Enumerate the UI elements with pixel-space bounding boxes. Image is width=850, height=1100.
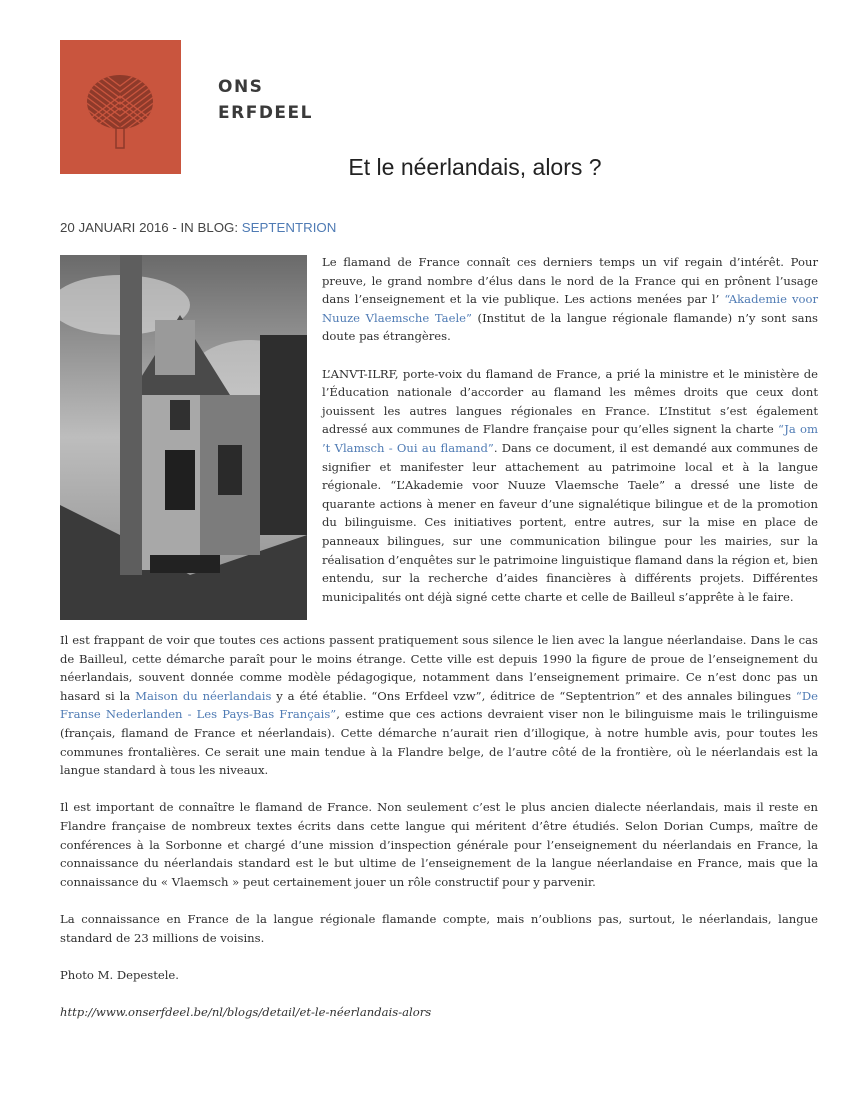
text: (Institut de la langue régionale flamande) n’y sont sans doute pas étrangères. bbox=[322, 310, 818, 344]
paragraph-1 bbox=[322, 253, 818, 346]
text: . Dans ce document, il est demandé aux communes de signifier et manifester leur attachement au patrimoine local et à la langue régionale. “L’Akademie voor Nuuze Vlaemsche Taele” a dressé une liste de quarante actions à mener en faveur d’une signalétique bilingue et de la promotion du bilinguisme. Ces initiatives portent, entre autres, sur la mise en place de panneaux bilingues, sur une communication bilingue pour les mairies, sur la réalisation d’enquêtes sur le patrimoine linguistique flamand dans la région et, bien entendu, sur la recherche d’aides financières à différents projets. Différentes municipalités ont déjà signé cette charte et celle de Bailleul s’apprête à le faire. bbox=[322, 440, 818, 604]
akademie-link[interactable]: “Akademie voor Nuuze Vlaemsche Taele” bbox=[322, 292, 819, 325]
text: , estime que ces actions devraient viser non le bilinguisme mais le trilinguisme (français, flamand de France et néerlandais). Cette démarche n’aurait rien d’illogique, à notre humble avis, pour toutes les communes frontalières. Ce serait une main tendue à la Flandre belge, de l’autre côté de la frontière, où le néerlandais est la langue standard à tous les niveaux. bbox=[60, 707, 818, 778]
category-link[interactable]: SEPTENTRION bbox=[241, 220, 337, 235]
charter-link[interactable]: “Ja om ’t Vlamsch - Oui au flamand” bbox=[322, 422, 818, 455]
post-meta bbox=[60, 220, 336, 235]
paragraph-3 bbox=[60, 631, 818, 780]
text: L’ANVT-ILRF, porte-voix du flamand de France, a prié la ministre et le ministère de l’Éducation nationale d’accorder au flamand les mêmes droits que ceux dont jouissent les autres langues régionales en France. L’Institut s’est également adressé aux communes de Flandre française pour qu’elles signent la charte bbox=[322, 366, 818, 437]
paragraph-5: La connaissance en France de la langue régionale flamande compte, mais n’oublions pas, surtout, le néerlandais, langue standard de 23 millions de voisins. bbox=[60, 911, 818, 945]
photo-credit: Photo M. Depestele. bbox=[60, 967, 179, 982]
paragraph-2 bbox=[322, 365, 818, 607]
text: y a été établie. “Ons Erfdeel vzw”, éditrice de “Septentrion” et des annales bilingues bbox=[271, 688, 796, 703]
article-column-text bbox=[322, 253, 818, 625]
brand-name bbox=[218, 74, 313, 126]
article-photo bbox=[60, 255, 307, 620]
article-full-text bbox=[60, 631, 818, 1040]
photo-building-icon bbox=[60, 255, 307, 620]
source-url: http://www.onserfdeel.be/nl/blogs/detail/et-le-néerlandais-alors bbox=[60, 1004, 432, 1019]
text: Il est frappant de voir que toutes ces actions passent pratiquement sous silence le lien avec la langue néerlandaise. Dans le cas de Bailleul, cette démarche paraît pour le moins étrange. Cette ville est depuis 1990 la figure de proue de l’enseignement du néerlandais, souvent donnée comme modèle pédagogique, notamment dans l’enseignement primaire. Ce n’est donc pas un hasard si la bbox=[60, 633, 818, 703]
brand-line-2: ERFDEEL bbox=[218, 103, 313, 123]
text: Le flamand de France connaît ces derniers temps un vif regain d’intérêt. Pour preuve, le grand nombre d’élus dans le nord de la France qui en prônent l’usage dans l’enseignement et la vie publique. Les actions menées par l’ bbox=[322, 255, 818, 307]
page-title: Et le néerlandais, alors ? bbox=[348, 154, 602, 180]
brand-line-1: ONS bbox=[218, 77, 264, 97]
annales-link[interactable]: “De Franse Nederlanden - Les Pays-Bas Français” bbox=[60, 688, 818, 722]
post-date: 20 JANUARI 2016 - IN BLOG: bbox=[60, 220, 242, 235]
paragraph-4: Il est important de connaître le flamand de France. Non seulement c’est le plus ancien dialecte néerlandais, mais il reste en Flandre française de nombreux textes écrits dans cette langue qui méritent d’être étudiés. Selon Dorian Cumps, maître de conférences à la Sorbonne et chargé d’une mission d’inspection générale pour l’enseignement du néerlandais en France, la connaissance du néerlandais standard est le but ultime de l’enseignement de la langue néerlandaise en France, mais que la connaissance du « Vlaemsch » peut certainement jouer un rôle constructif pour y parvenir. bbox=[60, 800, 818, 889]
maison-link[interactable]: Maison du néerlandais bbox=[135, 688, 272, 703]
